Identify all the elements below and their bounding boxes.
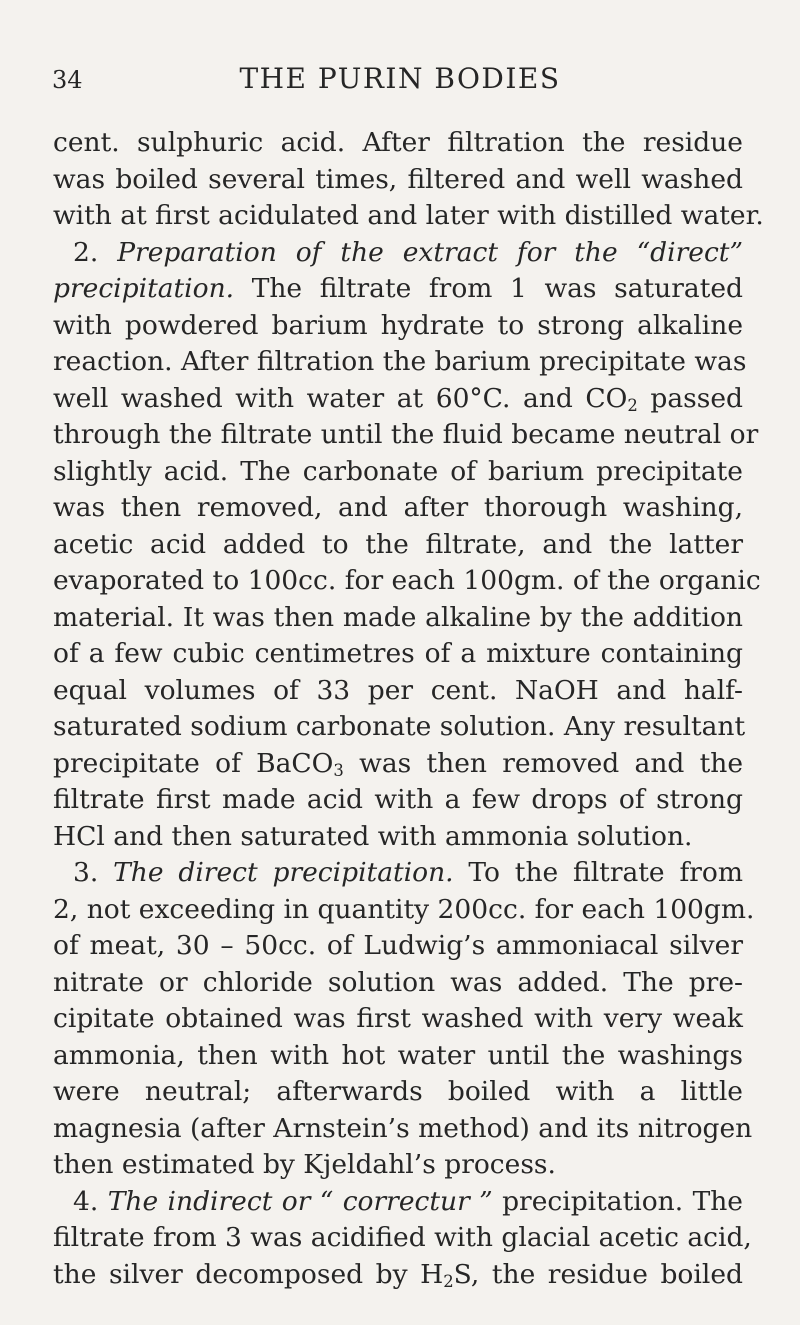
text-line: nitrate or chloride solution was added. The pre- (53, 966, 743, 998)
section-heading: The indirect or “ correctur ” (107, 1185, 493, 1217)
text-line: material. It was then made alkaline by the addition (53, 601, 743, 633)
text-line: reaction. After filtration the barium precipitate was (53, 346, 747, 377)
section-heading: The direct precipitation. (113, 857, 454, 888)
text-line: were neutral; afterwards boiled with a little (53, 1076, 743, 1107)
text-line (53, 271, 743, 308)
text-line (53, 855, 743, 892)
text-run: well washed with water at 60°C. and CO (53, 382, 628, 414)
text-line (53, 1257, 743, 1294)
text-line (53, 1184, 743, 1221)
text-run: the silver decomposed by H (53, 1258, 444, 1290)
text-run: To the filtrate from (453, 857, 743, 888)
subscript: 3 (333, 760, 344, 780)
section-heading: Preparation of the extract for the “direct” (117, 236, 743, 268)
text-line: 2, not exceeding in quantity 200cc. for each 100gm. (53, 893, 755, 925)
text-run: passed (637, 382, 744, 414)
text-line (53, 381, 743, 418)
text-line (53, 746, 743, 783)
text-line: evaporated to 100cc. for each 100gm. of the organic (53, 565, 761, 596)
text-line: through the filtrate until the fluid became neutral or (53, 419, 759, 450)
text-run: S, the residue boiled (453, 1258, 743, 1290)
section-number: 3. (73, 857, 99, 888)
text-line: of a few cubic centimetres of a mixture containing (53, 638, 743, 669)
text-line: with powdered barium hydrate to strong alkaline (53, 309, 743, 341)
body-text (53, 125, 764, 1293)
text-run: was then removed and the (343, 747, 744, 779)
text-run: precipitation. The (492, 1185, 743, 1217)
text-line: of meat, 30 – 50cc. of Ludwig’s ammoniacal silver (53, 930, 743, 961)
text-run: precipitate of BaCO (53, 747, 334, 779)
text-line: then estimated by Kjeldahl’s process. (53, 1149, 556, 1180)
text-line: saturated sodium carbonate solution. Any resultant (53, 711, 746, 742)
text-line: HCl and then saturated with ammonia solution. (53, 820, 693, 852)
text-line: equal volumes of 33 per cent. NaOH and half- (53, 674, 743, 706)
subscript: 2 (443, 1271, 454, 1291)
text-line: filtrate first made acid with a few drops of strong (53, 784, 743, 815)
text-line: was boiled several times, filtered and well washed (53, 163, 743, 195)
text-line: slightly acid. The carbonate of barium precipitate (53, 455, 743, 487)
section-number: 2. (73, 236, 99, 268)
running-title: THE PURIN BODIES (239, 62, 561, 95)
text-line: magnesia (after Arnstein’s method) and its nitrogen (53, 1112, 753, 1144)
text-line: ammonia, then with hot water until the washings (53, 1039, 743, 1071)
section-heading-cont: precipitation. (53, 273, 235, 304)
text-line: with at first acidulated and later with distilled water. (53, 200, 764, 231)
running-head (0, 62, 800, 96)
subscript: 2 (627, 395, 638, 415)
text-line: cent. sulphuric acid. After filtration the residue (53, 127, 743, 158)
text-line: filtrate from 3 was acidified with glacial acetic acid, (53, 1222, 752, 1253)
text-line (53, 235, 743, 272)
section-number: 4. (73, 1185, 99, 1217)
text-line: was then removed, and after thorough washing, (53, 492, 743, 523)
text-line: acetic acid added to the filtrate, and the latter (53, 528, 743, 560)
text-line: cipitate obtained was first washed with very weak (53, 1003, 743, 1034)
text-run: The filtrate from 1 was saturated (251, 273, 743, 304)
page-number: 34 (52, 66, 83, 94)
